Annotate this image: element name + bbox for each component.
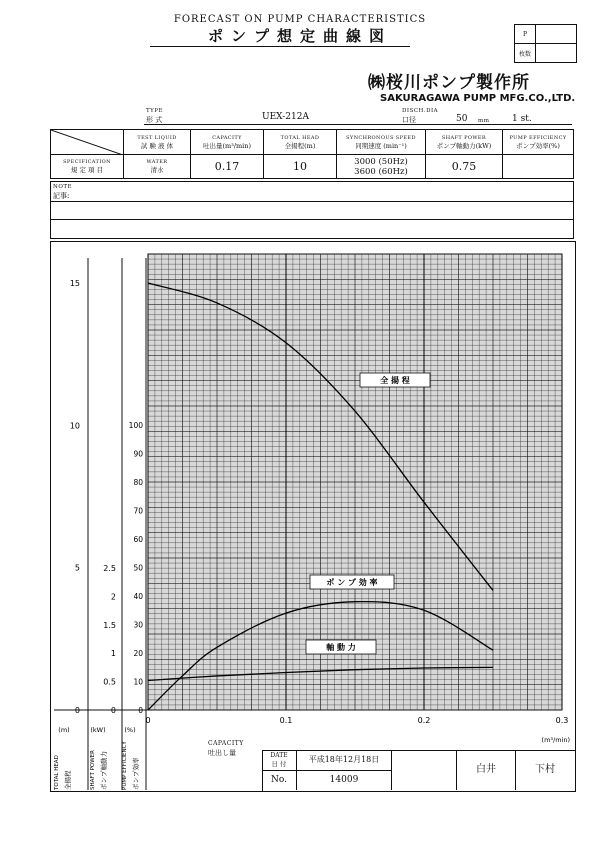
spec-power: 0.75 bbox=[426, 155, 503, 179]
capacity-label-jp: 吐出し量 bbox=[208, 749, 236, 757]
spec-header-capacity: CAPACITY 吐出量(m³/min) bbox=[191, 130, 264, 155]
power-tick-label: 0.5 bbox=[103, 677, 116, 687]
spec-header-power: SHAFT POWER ポンプ軸動力(kW) bbox=[426, 130, 503, 155]
head-unit-label: (m) bbox=[58, 726, 70, 734]
eff-tick-label: 0 bbox=[138, 706, 143, 715]
head-tick-label: 0 bbox=[74, 706, 80, 715]
power-axis-title-jp: ポンプ軸動力 bbox=[100, 751, 108, 790]
stage-value: 1 st. bbox=[512, 114, 532, 124]
eff-tick-label: 70 bbox=[133, 506, 143, 516]
maker-name-en: SAKURAGAWA PUMP MFG.CO.,LTD. bbox=[380, 93, 576, 104]
spec-header-speed: SYNCHRONOUS SPEED 同期速度 (min⁻¹) bbox=[337, 130, 426, 155]
eff-tick-label: 60 bbox=[133, 535, 143, 544]
no-label: No. bbox=[262, 771, 297, 790]
power-tick-label: 1 bbox=[110, 649, 116, 659]
head-tick-label: 15 bbox=[69, 279, 80, 288]
checker-name: 白井 bbox=[457, 750, 516, 790]
spec-header-head: TOTAL HEAD 全揚程(m) bbox=[264, 130, 337, 155]
maker-name-jp: ㈱桜川ポンプ製作所 bbox=[368, 73, 530, 93]
power-unit-label: (kW) bbox=[90, 726, 106, 734]
note-label-jp: 記事: bbox=[53, 192, 70, 200]
eff-curve-label: ポ ン プ 効 率 bbox=[326, 578, 378, 587]
page-label: P bbox=[515, 25, 536, 44]
x-tick-label: 0.3 bbox=[555, 716, 569, 725]
power-tick-label: 0 bbox=[110, 706, 116, 715]
head-tick-label: 5 bbox=[74, 563, 80, 573]
x-tick-label: 0 bbox=[145, 716, 151, 725]
eff-tick-label: 10 bbox=[133, 677, 143, 687]
eff-axis-title-jp: ポンプ効率 bbox=[132, 757, 140, 790]
x-tick-label: 0.2 bbox=[417, 716, 431, 725]
power-tick-label: 1.5 bbox=[103, 620, 116, 630]
head-tick-label: 10 bbox=[69, 421, 80, 431]
eff-tick-label: 20 bbox=[133, 649, 143, 658]
eff-axis-title-en: PUMP EFFICIENCY bbox=[122, 741, 128, 790]
stamp-blank bbox=[392, 750, 457, 790]
drafter-name: 下村 bbox=[535, 764, 555, 775]
spec-liquid: WATER 清水 bbox=[124, 155, 191, 179]
eff-tick-label: 100 bbox=[128, 421, 143, 430]
eff-tick-label: 50 bbox=[133, 563, 143, 573]
disch-label-en: DISCH.DIA bbox=[402, 108, 439, 114]
date-value: 平成18年12月18日 bbox=[297, 750, 392, 771]
disch-unit: mm bbox=[478, 118, 490, 124]
eff-tick-label: 90 bbox=[133, 449, 143, 459]
spec-speed: 3000 (50Hz) 3600 (60Hz) bbox=[337, 155, 426, 179]
power-tick-label: 2.5 bbox=[103, 564, 116, 573]
spec-header-efficiency: PUMP EFFICIENCY ポンプ効率(%) bbox=[503, 130, 574, 155]
date-label-cell: DATE 日 付 bbox=[262, 750, 297, 771]
disch-label-jp: 口径 bbox=[402, 116, 416, 124]
power-tick-label: 2 bbox=[110, 592, 116, 602]
no-value: 14009 bbox=[297, 771, 392, 790]
capacity-label-en: CAPACITY bbox=[208, 740, 244, 747]
power-axis-title-en: SHAFT POWER bbox=[90, 750, 96, 790]
x-tick-label: 0.1 bbox=[279, 716, 293, 725]
eff-unit-label: (%) bbox=[124, 726, 136, 734]
disch-value: 50 bbox=[456, 114, 468, 124]
spec-head: 10 bbox=[264, 155, 337, 179]
x-unit-label: (m³/min) bbox=[541, 736, 570, 744]
type-value: UEX-212A bbox=[262, 112, 309, 122]
note-label-en: NOTE bbox=[53, 184, 73, 190]
title-en: FORECAST ON PUMP CHARACTERISTICS bbox=[173, 14, 427, 25]
copies-label: 枚数 bbox=[515, 44, 536, 63]
head-axis-title-jp: 全揚程 bbox=[64, 770, 72, 790]
eff-tick-label: 40 bbox=[133, 592, 143, 601]
type-label-jp: 形 式 bbox=[146, 116, 163, 124]
power-curve-label: 軸 動 力 bbox=[326, 643, 356, 652]
spec-capacity: 0.17 bbox=[191, 155, 264, 179]
type-label-en: TYPE bbox=[146, 108, 164, 114]
head-curve-label: 全 揚 程 bbox=[380, 376, 410, 385]
eff-tick-label: 30 bbox=[133, 620, 143, 630]
head-axis-title-en: TOTAL HEAD bbox=[54, 755, 60, 790]
eff-tick-label: 80 bbox=[133, 478, 143, 487]
spec-header-liquid: TEST LIQUID 試 験 液 体 bbox=[124, 130, 191, 155]
title-jp: ポンプ想定曲線図 bbox=[207, 27, 392, 45]
spec-row-label: SPECIFICATION 規 定 項 目 bbox=[51, 155, 124, 179]
